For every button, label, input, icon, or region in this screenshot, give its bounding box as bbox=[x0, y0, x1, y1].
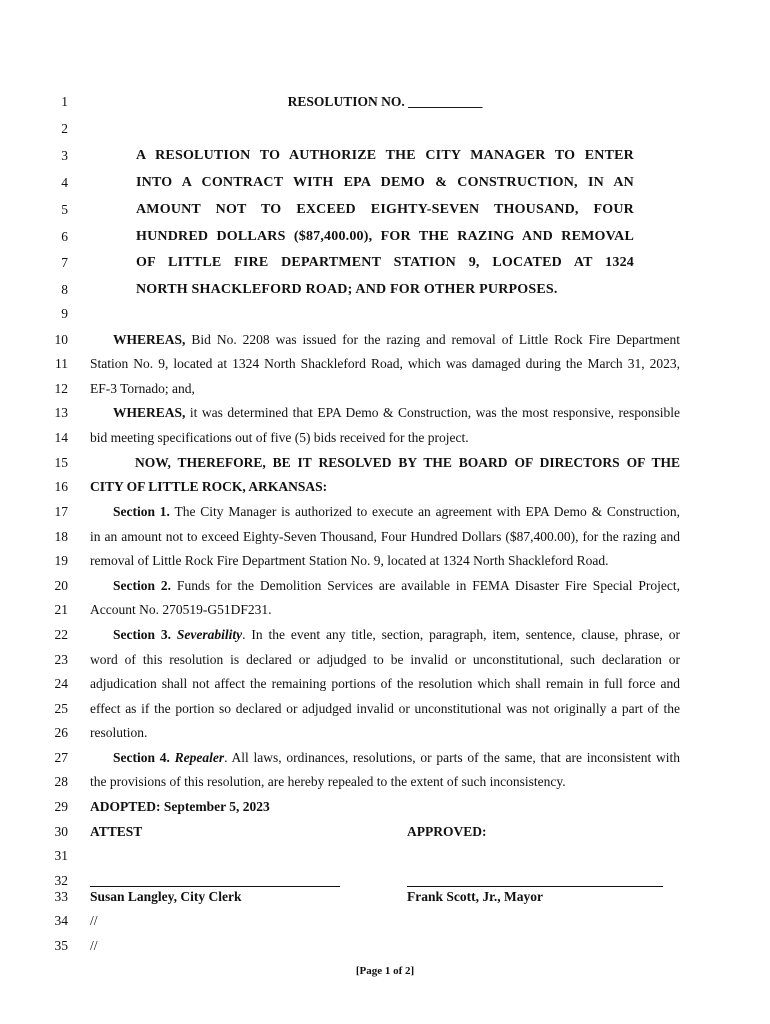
line-number: 1 bbox=[61, 94, 68, 109]
line-number: 29 bbox=[54, 799, 68, 814]
mayor-signature-line bbox=[407, 886, 663, 887]
section-heading: Repealer bbox=[174, 750, 225, 765]
line-number: 12 bbox=[54, 381, 68, 396]
section-text: in an amount not to exceed Eighty-Seven Thousand, Four Hundred Dollars ($87,400.00), for the razing and bbox=[90, 529, 680, 544]
section-text: The City Manager is authorized to execute an agreement with EPA Demo & Construction, bbox=[169, 504, 681, 519]
line-number: 34 bbox=[54, 913, 68, 928]
section-lead: Section 3. bbox=[113, 627, 171, 642]
section-text: word of this resolution is declared or adjudged to be invalid or unconstitutional, such declaration or bbox=[90, 652, 680, 667]
section-text: Funds for the Demolition Services are available in FEMA Disaster Fire Special Project, bbox=[171, 578, 680, 593]
whereas-text: Bid No. 2208 was issued for the razing and removal of Little Rock Fire Department bbox=[185, 332, 680, 347]
resolved-text: NOW, THEREFORE, BE IT RESOLVED BY THE BOARD OF DIRECTORS OF THE bbox=[135, 455, 680, 470]
line-number: 17 bbox=[54, 504, 68, 519]
line-number: 13 bbox=[54, 405, 68, 420]
whereas-lead: WHEREAS, bbox=[113, 405, 186, 420]
caption-line: HUNDRED DOLLARS ($87,400.00), FOR THE RAZING AND REMOVAL bbox=[136, 229, 634, 244]
line-number: 19 bbox=[54, 553, 68, 568]
caption-line: AMOUNT NOT TO EXCEED EIGHTY-SEVEN THOUSAND, FOUR bbox=[136, 202, 634, 217]
resolution-title: RESOLUTION NO. ___________ bbox=[287, 94, 483, 109]
whereas-text: EF-3 Tornado; and, bbox=[90, 381, 195, 396]
section-lead: Section 2. bbox=[113, 578, 172, 593]
section-lead: Section 1. bbox=[113, 504, 170, 519]
line-number: 2 bbox=[61, 121, 68, 136]
line-number: 22 bbox=[54, 627, 68, 642]
continuation-mark: // bbox=[90, 913, 98, 928]
clerk-signature-line bbox=[90, 886, 340, 887]
line-number: 26 bbox=[54, 725, 68, 740]
line-number: 33 bbox=[54, 889, 68, 904]
line-number: 20 bbox=[54, 578, 68, 593]
approved-label: APPROVED: bbox=[407, 824, 487, 839]
line-number: 4 bbox=[61, 175, 68, 190]
line-number: 30 bbox=[54, 824, 68, 839]
caption-line: NORTH SHACKLEFORD ROAD; AND FOR OTHER PURPOSES. bbox=[136, 282, 558, 297]
line-number: 7 bbox=[61, 255, 68, 270]
line-number: 3 bbox=[61, 148, 68, 163]
whereas-text: Station No. 9, located at 1324 North Shackleford Road, which was damaged during the March 31, 2023, bbox=[90, 356, 680, 371]
mayor-name: Frank Scott, Jr., Mayor bbox=[407, 889, 543, 904]
section-lead: Section 4. bbox=[113, 750, 170, 765]
clerk-name: Susan Langley, City Clerk bbox=[90, 889, 242, 904]
line-number: 10 bbox=[54, 332, 68, 347]
line-number: 21 bbox=[54, 602, 68, 617]
section-text: the provisions of this resolution, are hereby repealed to the extent of such inconsistency. bbox=[90, 774, 566, 789]
line-number: 9 bbox=[61, 306, 68, 321]
line-number: 35 bbox=[54, 938, 68, 953]
whereas-text: bid meeting specifications out of five (5) bids received for the project. bbox=[90, 430, 469, 445]
resolved-text: CITY OF LITTLE ROCK, ARKANSAS: bbox=[90, 479, 328, 494]
line-number: 27 bbox=[54, 750, 68, 765]
section-text: removal of Little Rock Fire Department Station No. 9, located at 1324 North Shackleford Road. bbox=[90, 553, 609, 568]
line-number: 18 bbox=[54, 529, 68, 544]
line-number: 11 bbox=[55, 356, 68, 371]
line-number: 28 bbox=[54, 774, 68, 789]
line-number: 23 bbox=[54, 652, 68, 667]
section-text: adjudication shall not affect the remaining portions of the resolution which shall remain in full force and bbox=[90, 676, 680, 691]
whereas-lead: WHEREAS, bbox=[113, 332, 186, 347]
line-number: 15 bbox=[54, 455, 68, 470]
line-number: 25 bbox=[54, 701, 68, 716]
line-number: 24 bbox=[54, 676, 68, 691]
continuation-mark: // bbox=[90, 938, 98, 953]
whereas-text: it was determined that EPA Demo & Construction, was the most responsive, responsible bbox=[185, 405, 680, 420]
line-number: 14 bbox=[54, 430, 68, 445]
section-text: effect as if the portion so declared or adjudged invalid or unconstitutional was not originally a part of the bbox=[90, 701, 680, 716]
caption-line: INTO A CONTRACT WITH EPA DEMO & CONSTRUCTION, IN AN bbox=[136, 175, 634, 190]
caption-line: A RESOLUTION TO AUTHORIZE THE CITY MANAGER TO ENTER bbox=[136, 148, 634, 163]
attest-label: ATTEST bbox=[90, 824, 143, 839]
section-heading: Severability bbox=[176, 627, 243, 642]
line-number: 31 bbox=[54, 848, 68, 863]
adopted-date: ADOPTED: September 5, 2023 bbox=[90, 799, 270, 814]
line-number: 32 bbox=[54, 873, 68, 888]
line-number: 5 bbox=[61, 202, 68, 217]
caption-line: OF LITTLE FIRE DEPARTMENT STATION 9, LOCATED AT 1324 bbox=[136, 255, 634, 270]
section-text: . In the event any title, section, paragraph, item, sentence, clause, phrase, or bbox=[242, 627, 681, 642]
line-number: 6 bbox=[61, 229, 68, 244]
section-text: Account No. 270519-G51DF231. bbox=[90, 602, 272, 617]
section-text: . All laws, ordinances, resolutions, or parts of the same, that are inconsistent with bbox=[224, 750, 681, 765]
line-number: 16 bbox=[54, 479, 68, 494]
page-footer: [Page 1 of 2] bbox=[355, 965, 415, 977]
line-number: 8 bbox=[61, 282, 68, 297]
section-text: resolution. bbox=[90, 725, 148, 740]
